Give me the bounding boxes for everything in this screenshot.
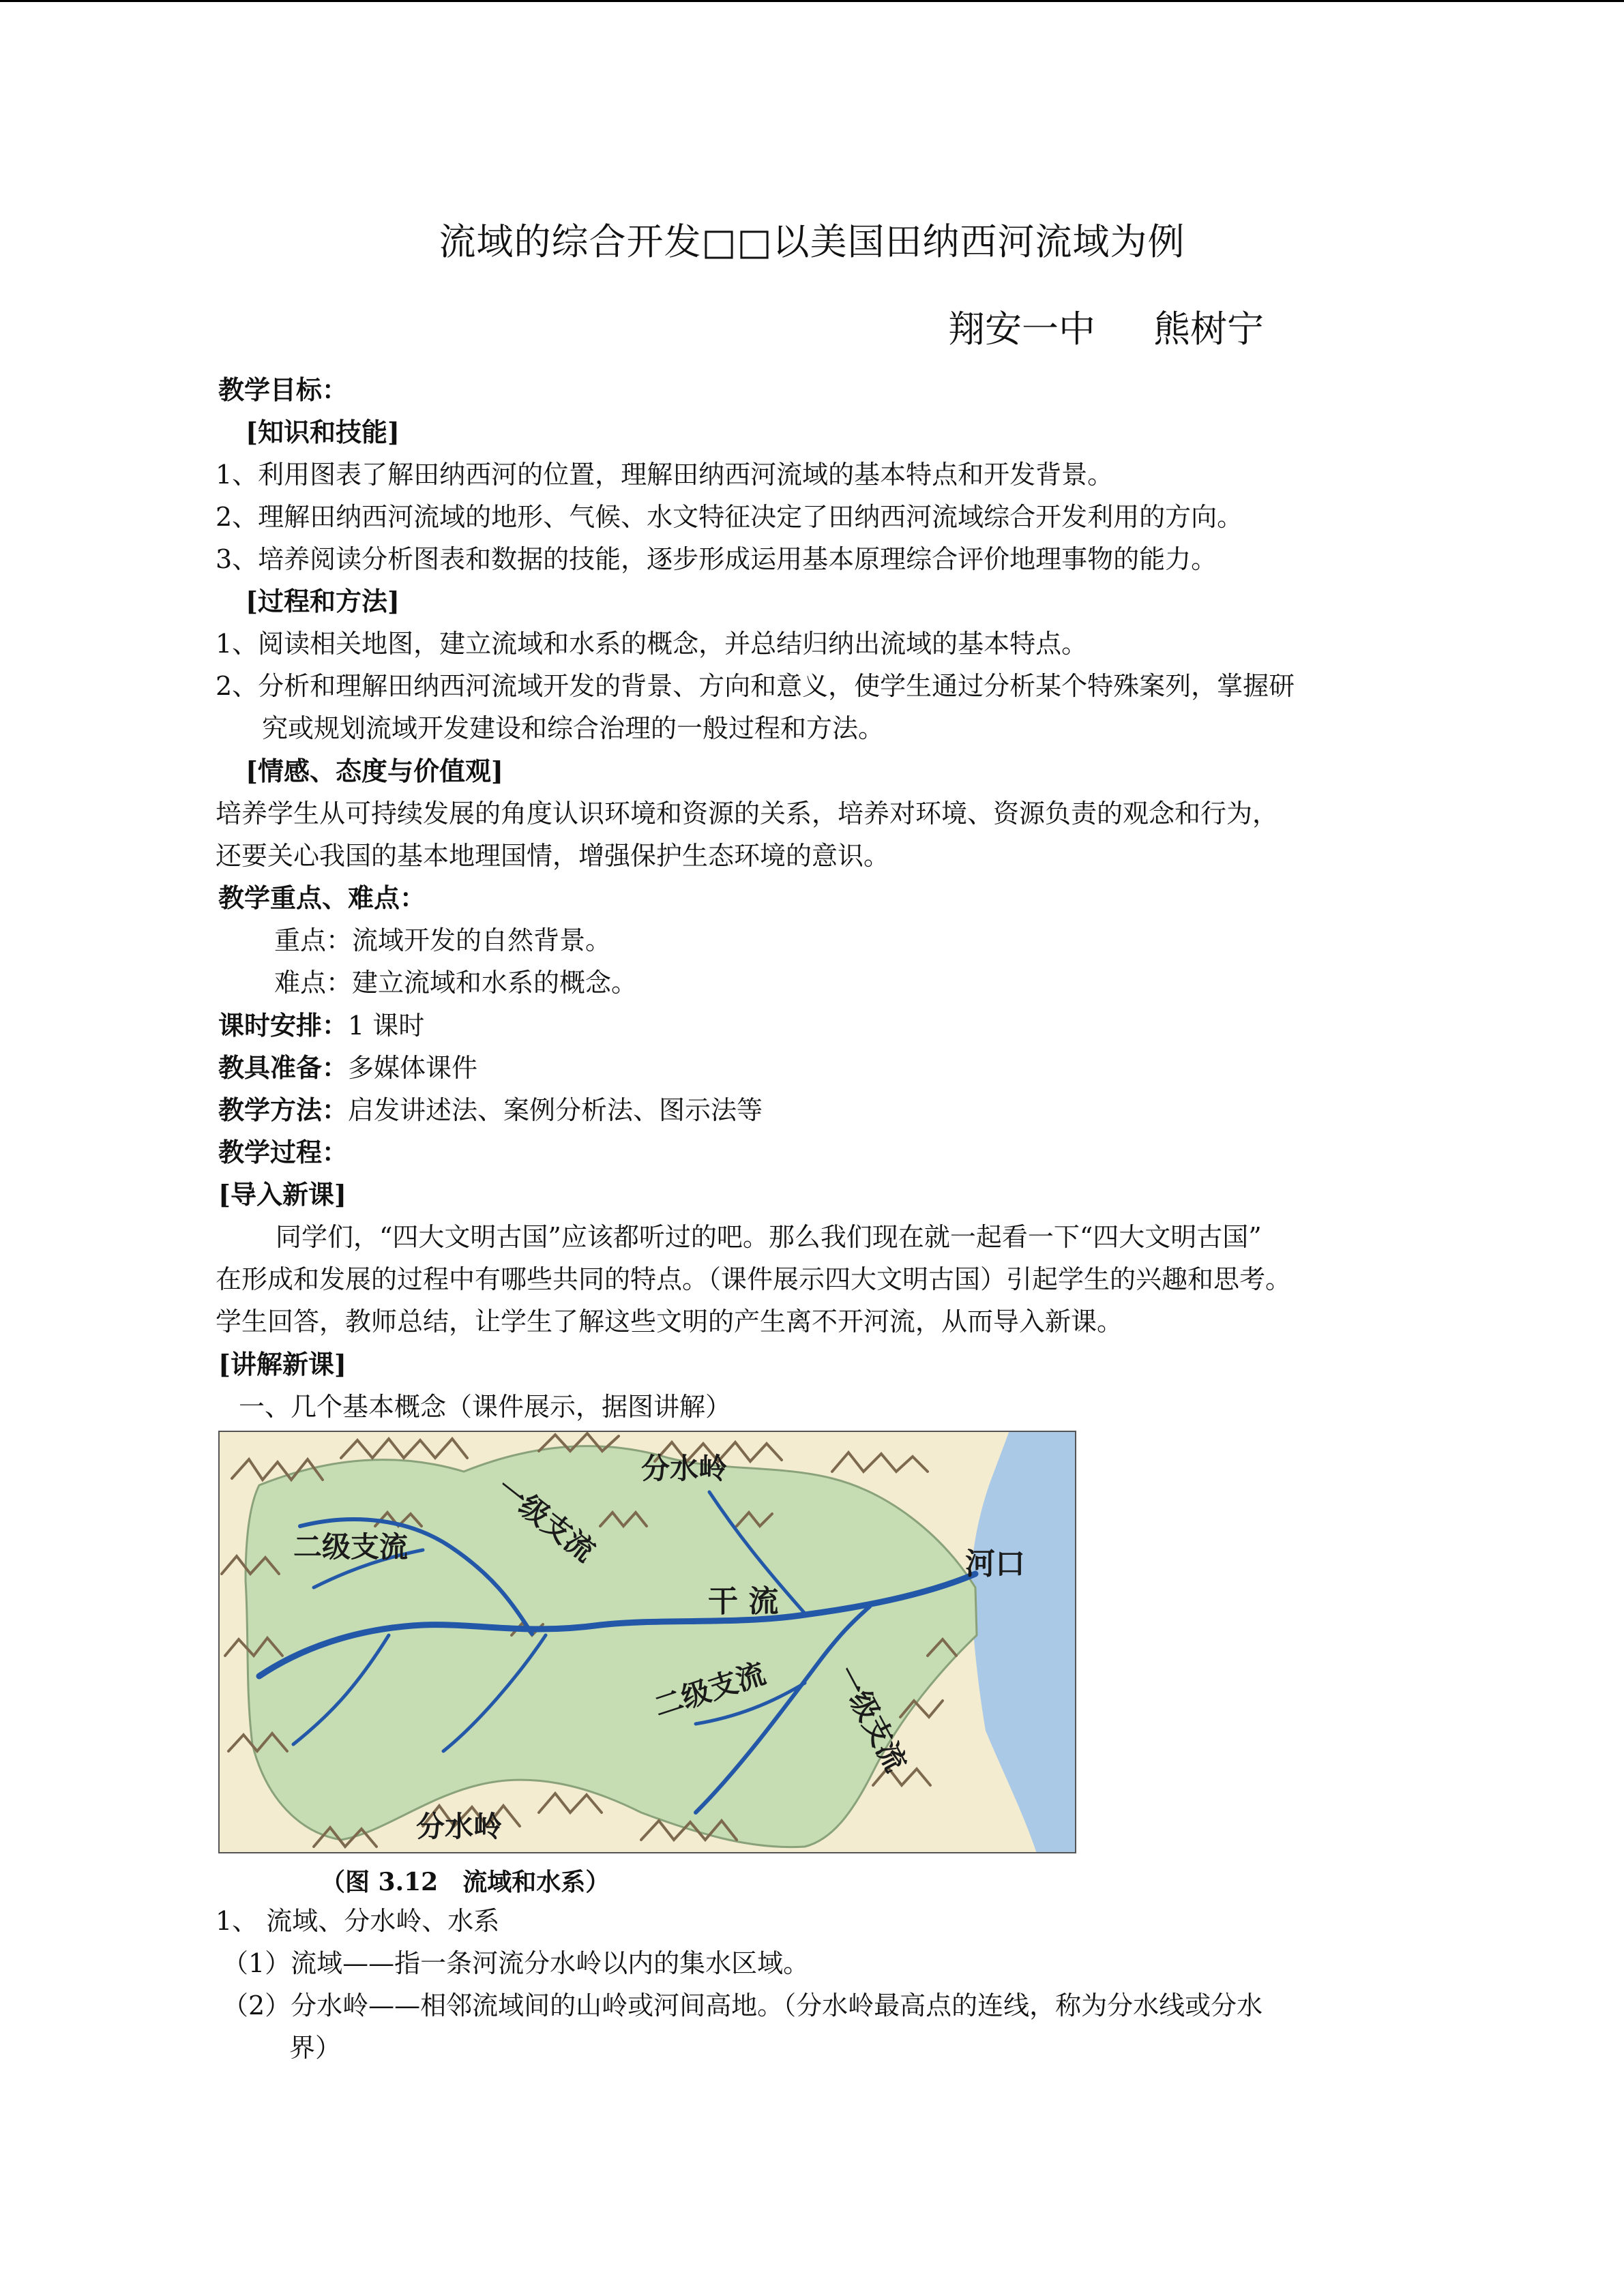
method-row: [218, 1092, 763, 1129]
goals-heading: 教学目标：: [218, 374, 349, 405]
emotion-heading: [情感、态度与价值观]: [246, 756, 503, 786]
label-divide-top: 分水岭: [641, 1452, 728, 1485]
lesson-heading: [讲解新课]: [218, 1349, 346, 1380]
knowledge-item-1: 1、利用图表了解田纳西河的位置，理解田纳西河流域的基本特点和开发背景。: [216, 460, 1114, 490]
knowledge-item-2: 2、理解田纳西河流域的地形、气候、水文特征决定了田纳西河流域综合开发利用的方向。: [216, 502, 1243, 532]
tools-label: 教具准备：: [218, 1052, 349, 1083]
process-item-2: 2、分析和理解田纳西河流域开发的背景、方向和意义，使学生通过分析某个特殊案列，掌握研: [216, 671, 1295, 701]
knowledge-item-3: 3、培养阅读分析图表和数据的技能，逐步形成运用基本原理综合评价地理事物的能力。: [216, 544, 1217, 574]
label-secondary-lower: 二级支流: [649, 1656, 769, 1724]
method-value: 启发讲述法、案例分析法、图示法等: [348, 1095, 763, 1125]
emotion-line-1: 培养学生从可持续发展的角度认识环境和资源的关系，培养对环境、资源负责的观念和行为，: [216, 799, 1279, 829]
figure-caption: （图 3.12 流域和水系）: [321, 1868, 610, 1896]
keypoint-focus: 重点：流域开发的自然背景。: [274, 925, 612, 955]
intro-line-3: 学生回答，教师总结，让学生了解这些文明的产生离不开河流，从而导入新课。: [216, 1307, 1123, 1337]
method-label: 教学方法：: [218, 1094, 349, 1125]
process-item-2-cont: 究或规划流域开发建设和综合治理的一般过程和方法。: [262, 713, 885, 743]
concept-item-2: （2）分水岭——相邻流域间的山岭或河间高地。（分水岭最高点的连线，称为分水线或分水: [222, 1991, 1263, 2021]
page-title: 流域的综合开发□□以美国田纳西河流域为例: [439, 220, 1185, 263]
intro-line-1: 同学们，“四大文明古国”应该都听过的吧。那么我们现在就一起看一下“四大文明古国”: [276, 1222, 1262, 1252]
label-main-stream: 干 流: [708, 1584, 779, 1619]
river-basin-map: [218, 1431, 1076, 1853]
emotion-line-2: 还要关心我国的基本地理国情，增强保护生态环境的意识。: [216, 841, 890, 871]
process-item-1: 1、阅读相关地图，建立流域和水系的概念，并总结归纳出流域的基本特点。: [216, 629, 1088, 659]
intro-line-2: 在形成和发展的过程中有哪些共同的特点。（课件展示四大文明古国）引起学生的兴趣和思考。: [216, 1264, 1292, 1294]
section-1-heading: 一、几个基本概念（课件展示，据图讲解）: [239, 1392, 732, 1422]
schedule-value: 1 课时: [348, 1011, 425, 1041]
concept-item-2-cont: 界）: [289, 2033, 342, 2063]
schedule-row: [218, 1007, 424, 1044]
author-line: [948, 300, 1264, 353]
label-primary-lower: 一级支流: [829, 1660, 913, 1778]
process-section-heading: 教学过程：: [218, 1137, 349, 1167]
concepts-heading: 1、 流域、分水岭、水系: [216, 1906, 500, 1936]
label-primary-upper: 一级支流: [490, 1471, 602, 1568]
author-school: 翔安一中: [948, 308, 1095, 351]
intro-heading: [导入新课]: [218, 1179, 346, 1210]
knowledge-heading: [知识和技能]: [246, 417, 400, 447]
label-secondary-upper: 二级支流: [293, 1530, 409, 1564]
label-mouth: 河口: [965, 1547, 1025, 1581]
process-heading: [过程和方法]: [246, 586, 400, 616]
label-divide-bottom: 分水岭: [416, 1810, 503, 1843]
keypoints-heading: 教学重点、难点：: [218, 882, 426, 913]
page-top-border: [0, 0, 1624, 2]
author-name: 熊树宁: [1153, 308, 1264, 351]
tools-value: 多媒体课件: [348, 1053, 478, 1083]
tools-row: [218, 1049, 477, 1086]
keypoint-difficulty: 难点：建立流域和水系的概念。: [274, 968, 638, 998]
concept-item-1: （1）流域——指一条河流分水岭以内的集水区域。: [222, 1948, 810, 1978]
schedule-label: 课时安排：: [218, 1010, 349, 1041]
